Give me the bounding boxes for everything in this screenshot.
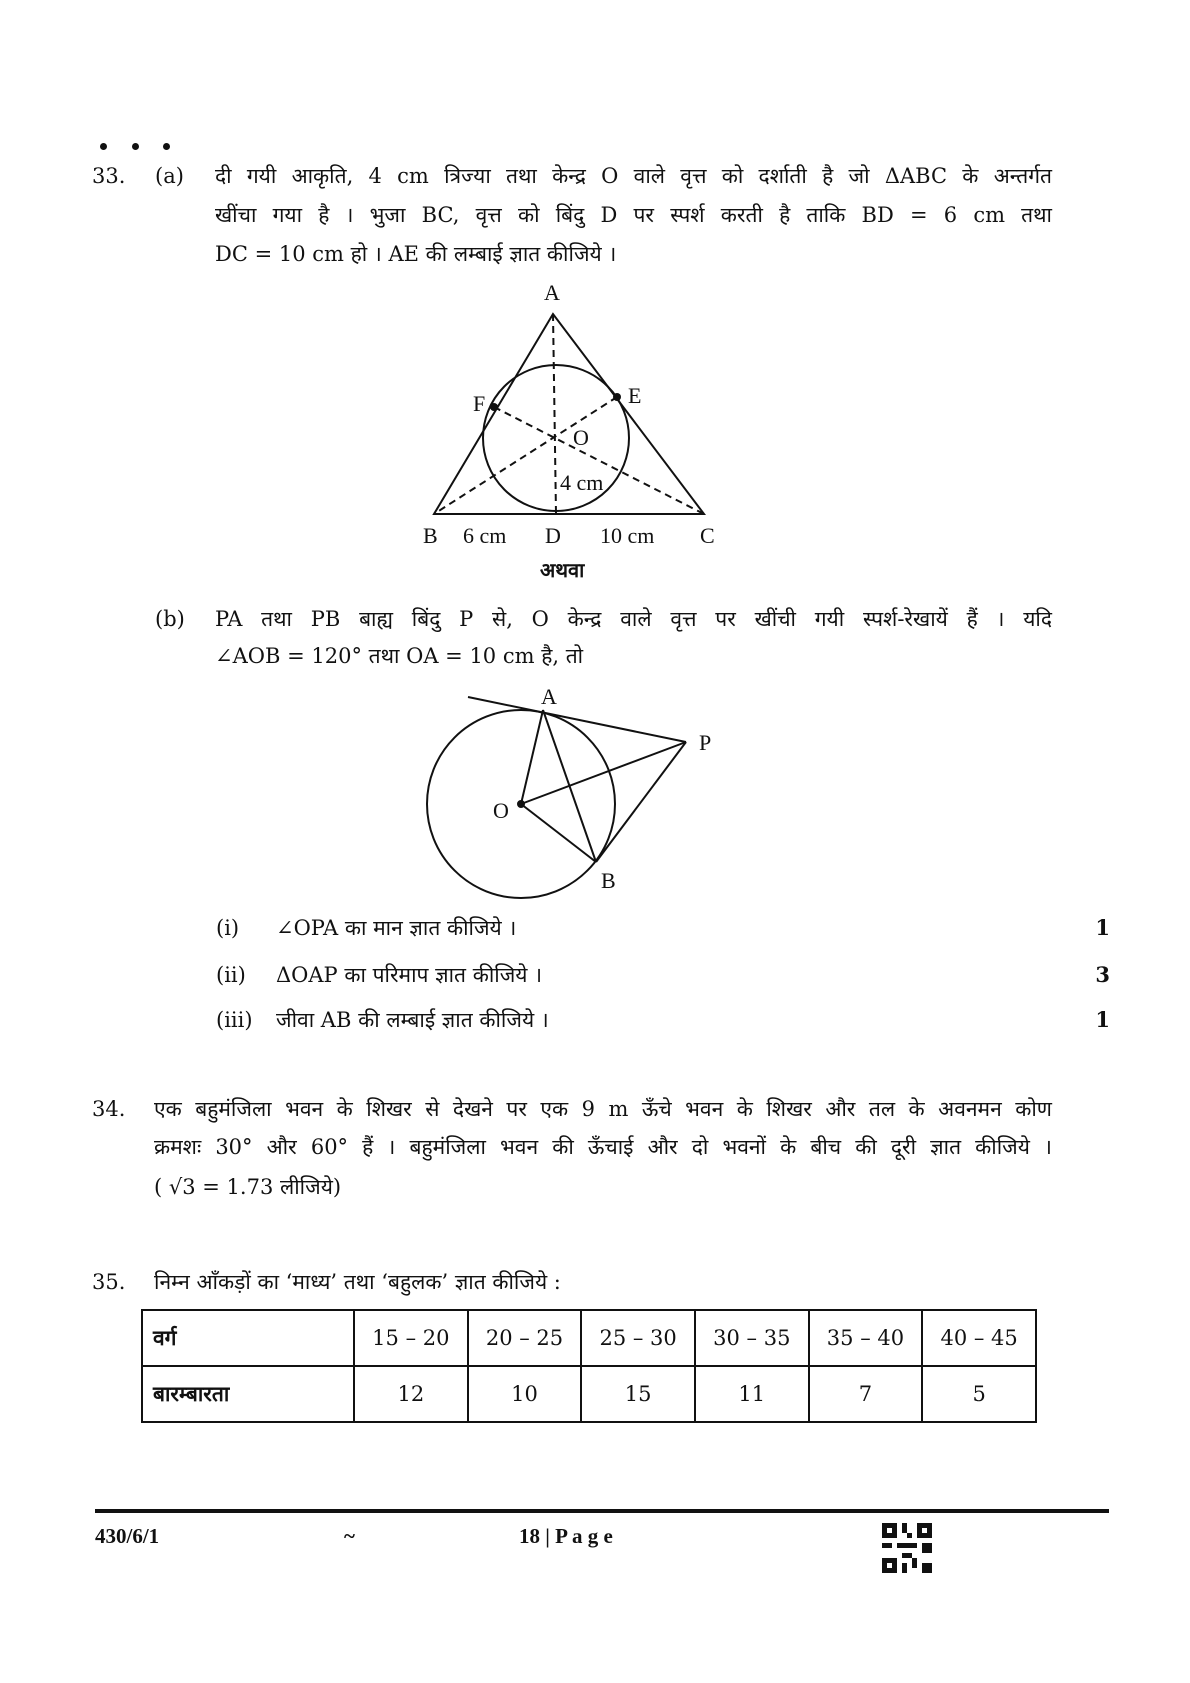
subpart-text: जीवा AB की लम्बाई ज्ञात कीजिये । — [276, 1008, 549, 1032]
triangle-incircle-figure — [0, 0, 1190, 600]
table-cell: 5 — [922, 1366, 1036, 1422]
label-P: P — [699, 730, 712, 755]
table-cell: 25 – 30 — [581, 1310, 695, 1366]
tangents-figure — [0, 660, 1190, 900]
subpart-text: ∠OPA का मान ज्ञात कीजिये । — [276, 916, 517, 940]
table-header-frequency: बारम्बारता — [142, 1366, 354, 1422]
label-A: A — [541, 684, 557, 709]
label-D: D — [545, 523, 561, 548]
marks: 1 — [1095, 1007, 1110, 1032]
subpart-label: (iii) — [216, 1008, 253, 1032]
label-F: F — [473, 391, 486, 416]
question-number: 34. — [92, 1097, 126, 1121]
subpart-label: (ii) — [216, 963, 246, 987]
question-text: PA तथा PB बाह्य बिंदु P से, O केन्द्र वाले वृत्त पर खींची गयी स्पर्श-रेखायें हैं । यदि — [215, 607, 1052, 631]
question-text: दी गयी आकृति, 4 cm त्रिज्या तथा केन्द्र O वाले वृत्त को दर्शाती है जो ΔABC के अन्तर्गत — [215, 164, 1052, 188]
footer-divider — [95, 1509, 1109, 1513]
label-radius: 4 cm — [560, 470, 604, 495]
question-text: खींचा गया है । भुजा BC, वृत्त को बिंदु D पर स्पर्श करती है ताकि BD = 6 cm तथा — [215, 203, 1052, 227]
subpart-text: ΔOAP का परिमाप ज्ञात कीजिये । — [276, 963, 543, 987]
table-cell: 40 – 45 — [922, 1310, 1036, 1366]
table-cell: 15 — [581, 1366, 695, 1422]
label-DC: 10 cm — [600, 523, 655, 548]
label-O: O — [573, 425, 589, 450]
table-cell: 7 — [809, 1366, 923, 1422]
table-cell: 30 – 35 — [695, 1310, 809, 1366]
question-text: निम्न आँकड़ों का ‘माध्य’ तथा ‘बहुलक’ ज्ञात कीजिये : — [154, 1270, 561, 1294]
table-row — [142, 1366, 1036, 1422]
page-number: 18 | P a g e — [519, 1524, 613, 1548]
subpart-label: (i) — [216, 916, 240, 940]
table-cell: 12 — [354, 1366, 468, 1422]
table-cell: 11 — [695, 1366, 809, 1422]
marks: 3 — [1095, 962, 1110, 987]
question-number: 35. — [92, 1270, 126, 1294]
table-cell: 35 – 40 — [809, 1310, 923, 1366]
footer-tilde: ~ — [344, 1524, 355, 1548]
label-BD: 6 cm — [463, 523, 507, 548]
frequency-table — [141, 1309, 1037, 1423]
label-E: E — [628, 383, 642, 408]
or-separator: अथवा — [540, 558, 585, 582]
marks: 1 — [1095, 915, 1110, 940]
question-text: DC = 10 cm हो । AE की लम्बाई ज्ञात कीजिये । — [215, 242, 617, 266]
question-text: ∠AOB = 120° तथा OA = 10 cm है, तो — [215, 644, 584, 668]
table-row — [142, 1310, 1036, 1366]
paper-code: 430/6/1 — [95, 1524, 160, 1548]
part-label: (a) — [155, 164, 184, 188]
qr-code-icon — [882, 1523, 932, 1573]
table-cell: 15 – 20 — [354, 1310, 468, 1366]
label-B: B — [601, 868, 616, 893]
table-header-class: वर्ग — [142, 1310, 354, 1366]
part-label: (b) — [155, 607, 185, 631]
label-B: B — [423, 523, 438, 548]
table-cell: 10 — [468, 1366, 582, 1422]
label-C: C — [700, 523, 715, 548]
label-A: A — [544, 280, 560, 305]
label-O: O — [493, 798, 509, 823]
question-text: ( √3 = 1.73 लीजिये) — [154, 1175, 342, 1199]
question-text: क्रमशः 30° और 60° हैं । बहुमंजिला भवन की ऊँचाई और दो भवनों के बीच की दूरी ज्ञात कीजिये । — [154, 1135, 1052, 1159]
question-number: 33. — [92, 164, 126, 188]
question-text: एक बहुमंजिला भवन के शिखर से देखने पर एक 9 m ऊँचे भवन के शिखर और तल के अवनमन कोण — [154, 1097, 1052, 1121]
table-cell: 20 – 25 — [468, 1310, 582, 1366]
